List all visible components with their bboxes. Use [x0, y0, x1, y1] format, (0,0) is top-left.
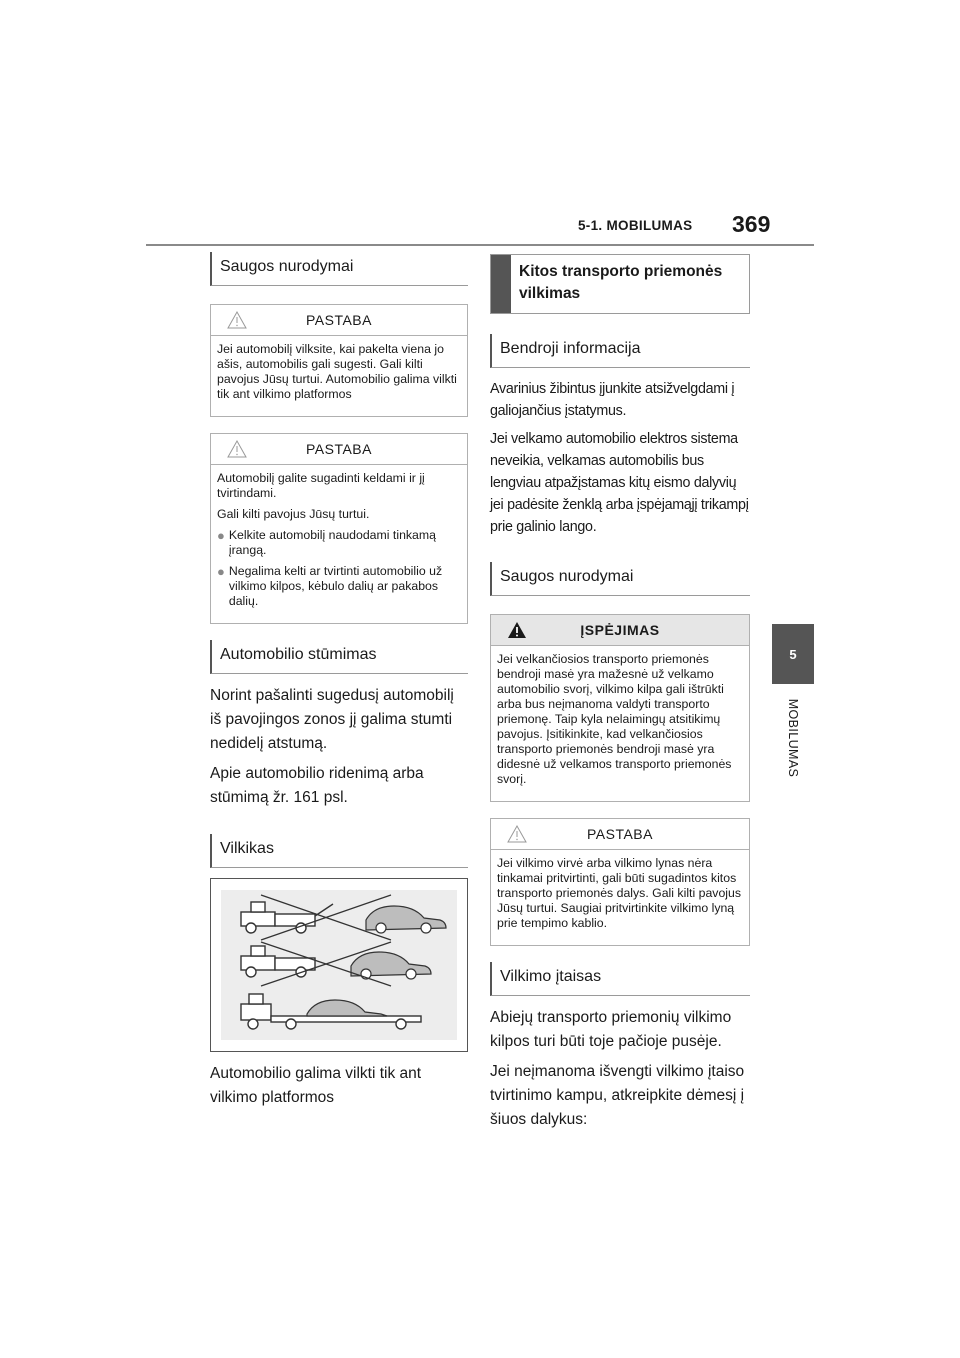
note-box-axle [210, 304, 468, 417]
note-text: Jei automobilį vilksite, kai pakelta viena jo ašis, automobilis gali sugesti. Gali kilti pavojus Jūsų turtui. Automobilio galima vilkti tik ant vilkimo platformos [217, 342, 457, 401]
general-paragraph-2: Jei velkamo automobilio elektros sistema neveikia, velkamas automobilis bus lengviau atpažįstamas kitų eismo dalyvių jei padėsite ženklą arba įspėjamąjį trikampį prie galinio lango. [490, 431, 749, 535]
note-text: Gali kilti pavojus Jūsų turtui. [217, 507, 370, 521]
note-body [491, 850, 749, 945]
heading-push: Automobilio stūmimas [210, 640, 468, 674]
note-body [211, 465, 467, 623]
caution-triangle-icon [227, 311, 247, 329]
note-text: Jei vilkimo virvė arba vilkimo lynas nėra tinkamai pritvirtinti, gali būti sugadintos kitos transporto priemonės dalys. Gali kilti pavojus Jūsų turtui. Saugiai pritvirtinkite vilkimo lyną prie tempimo kablio. [497, 856, 741, 930]
push-paragraph-2: Apie automobilio ridenimą arba stūmimą žr. 161 psl. [210, 765, 424, 806]
note-box-rope [490, 818, 750, 946]
illustration-caption: Automobilio galima vilkti tik ant vilkimo platformos [210, 1065, 422, 1106]
header-rule [146, 244, 814, 246]
right-column [490, 254, 750, 1138]
tow-truck-illustration [210, 878, 468, 1052]
heading-tow-truck: Vilkikas [210, 834, 468, 868]
tow-truck-diagram-icon [221, 890, 457, 1040]
section-title: 5-1. MOBILUMAS [578, 218, 693, 233]
warning-title: ĮSPĖJIMAS [580, 622, 660, 638]
left-column [210, 252, 468, 1116]
chapter-tab-label: MOBILUMAS [786, 698, 800, 778]
warning-triangle-icon [507, 621, 527, 639]
warning-box [490, 614, 750, 802]
warning-text: Jei velkančiosios transporto priemonės bendroji masė yra mažesnė už velkamo automobilio svorį, vilkimo kilpa gali ištrūkti arba bus neįmanoma valdyti transporto priemonę. Taip kyla nelaimingų atsitikimų pavojus. Įsitikinkite, kad velkančiosios transporto priemonės bendroji masė yra didesnė už velkamos transporto priemonės svorį. [497, 652, 732, 786]
list-item: ● Negalima kelti ar tvirtinti automobilio už vilkimo kilpos, kėbulo dalių ar pakabos dalių. [217, 564, 443, 608]
warning-header [491, 615, 749, 646]
heading-tow-device: Vilkimo įtaisas [490, 962, 750, 996]
note-box-lifting [210, 433, 468, 624]
heading-safety-right: Saugos nurodymai [490, 562, 750, 596]
note-title: PASTABA [305, 441, 372, 457]
push-paragraph-1: Norint pašalinti sugedusį automobilį iš pavojingos zonos jį galima stumti nedidelį atstumą. [210, 687, 454, 752]
note-title: PASTABA [586, 826, 653, 842]
chapter-heading: Kitos transporto priemonės vilkimas [490, 254, 750, 314]
note-text: Automobilį galite sugadinti keldami ir jį tvirtindami. [217, 471, 425, 500]
note-header [211, 434, 467, 465]
note-title: PASTABA [305, 312, 372, 328]
heading-safety-left: Saugos nurodymai [210, 252, 468, 286]
caution-triangle-icon [507, 825, 527, 843]
note-body [211, 336, 467, 416]
page-number: 369 [732, 211, 771, 237]
bullet-icon: ● [217, 564, 225, 579]
chapter-tab: 5 [772, 624, 814, 684]
warning-body [491, 646, 749, 801]
caution-triangle-icon [227, 440, 247, 458]
device-paragraph-1: Abiejų transporto priemonių vilkimo kilpos turi būti toje pačioje pusėje. [490, 1009, 732, 1050]
note-header [491, 819, 749, 850]
heading-general: Bendroji informacija [490, 334, 750, 368]
list-item: ● Kelkite automobilį naudodami tinkamą įrangą. [217, 528, 436, 557]
device-paragraph-2: Jei neįmanoma išvengti vilkimo įtaiso tvirtinimo kampu, atkreipkite dėmesį į šiuos dalykus: [490, 1063, 745, 1128]
note-header [211, 305, 467, 336]
general-paragraph-1: Avarinius žibintus įjunkite atsižvelgdami į galiojančius įstatymus. [490, 381, 735, 419]
bullet-icon: ● [217, 528, 225, 543]
